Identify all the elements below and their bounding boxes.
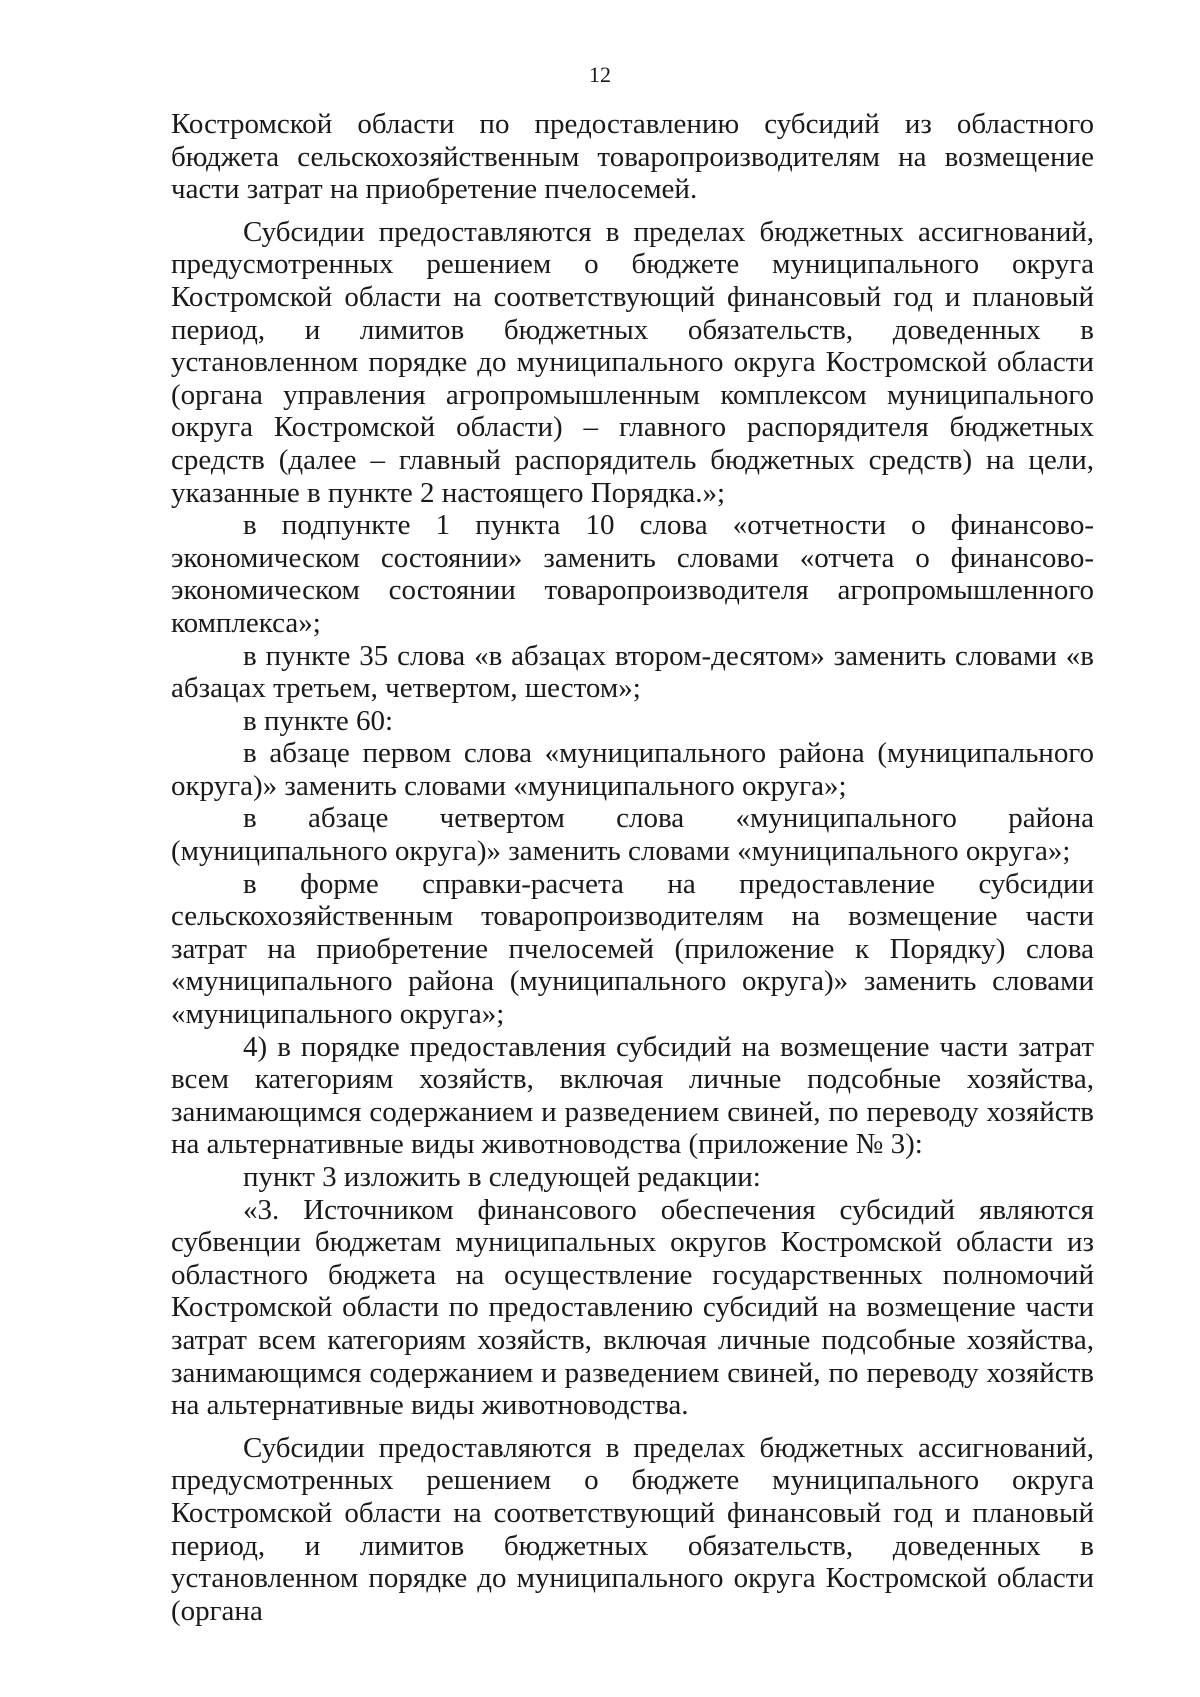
paragraph-10: пункт 3 изложить в следующей редакции: xyxy=(243,1161,761,1193)
paragraph-6: в абзаце первом слова «муниципального района (муниципального округа)» заменить словами «муниципального округа»; xyxy=(171,737,1094,802)
paragraph-4: в пункте 35 слова «в абзацах втором-десятом» заменить словами «в абзацах третьем, четвертом, шестом»; xyxy=(171,639,1094,705)
paragraph-1: Костромской области по предоставлению субсидий из областного бюджета сельскохозяйственным товаропроизводителям на возмещение части затрат на приобретение пчелосемей. xyxy=(171,108,1094,206)
paragraph-3: в подпункте 1 пункта 10 слова «отчетности о финансово-экономическом состоянии» заменить словами «отчета о финансово-экономическом состоянии товаропроизводителя агропромышленного комплекса»; xyxy=(171,509,1094,639)
paragraph-12: Субсидии предоставляются в пределах бюджетных ассигнований, предусмотренных решением о бюджете муниципального округа Костромской области на соответствующий финансовый год и плановый период, и лимитов бюджетных обязательств, доведенных в установленном порядке до муниципального округа Костромской области (органа xyxy=(171,1431,1094,1627)
paragraph-8: в форме справки-расчета на предоставление субсидии сельскохозяйственным товаропроизводителям на возмещение части затрат на приобретение пчелосемей (приложение к Порядку) слова «муниципального района (муниципального округа)» заменить словами «муниципального округа»; xyxy=(171,867,1094,1031)
paragraph-11: «3. Источником финансового обеспечения субсидий являются субвенции бюджетам муниципальных округов Костромской области из областного бюджета на осуществление государственных полномочий Костромской области по предоставлению субсидий на возмещение части затрат всем категориям хозяйств, включая личные подсобные хозяйства, занимающимся содержанием и разведением свиней, по переводу хозяйств на альтернативные виды животноводства. xyxy=(171,1193,1094,1422)
paragraph-2: Субсидии предоставляются в пределах бюджетных ассигнований, предусмотренных решением о бюджете муниципального округа Костромской области на соответствующий финансовый год и плановый период, и лимитов бюджетных обязательств, доведенных в установленном порядке до муниципального округа Костромской области (органа управления агропромышленным комплексом муниципального округа Костромской области) – главного распорядителя бюджетных средств (далее – главный распорядитель бюджетных средств) на цели, указанные в пункте 2 настоящего Порядка.»; xyxy=(171,215,1094,509)
paragraph-7: в абзаце четвертом слова «муниципального района (муниципального округа)» заменить словами «муниципального округа»; xyxy=(171,802,1094,868)
paragraph-5: в пункте 60: xyxy=(243,704,394,737)
paragraph-9: 4) в порядке предоставления субсидий на возмещение части затрат всем категориям хозяйств, включая личные подсобные хозяйства, занимающимся содержанием и разведением свиней, по переводу хозяйств на альтернативные виды животноводства (приложение № 3): xyxy=(171,1030,1094,1161)
document-body xyxy=(171,108,1094,1627)
page-number: 12 xyxy=(589,62,611,87)
